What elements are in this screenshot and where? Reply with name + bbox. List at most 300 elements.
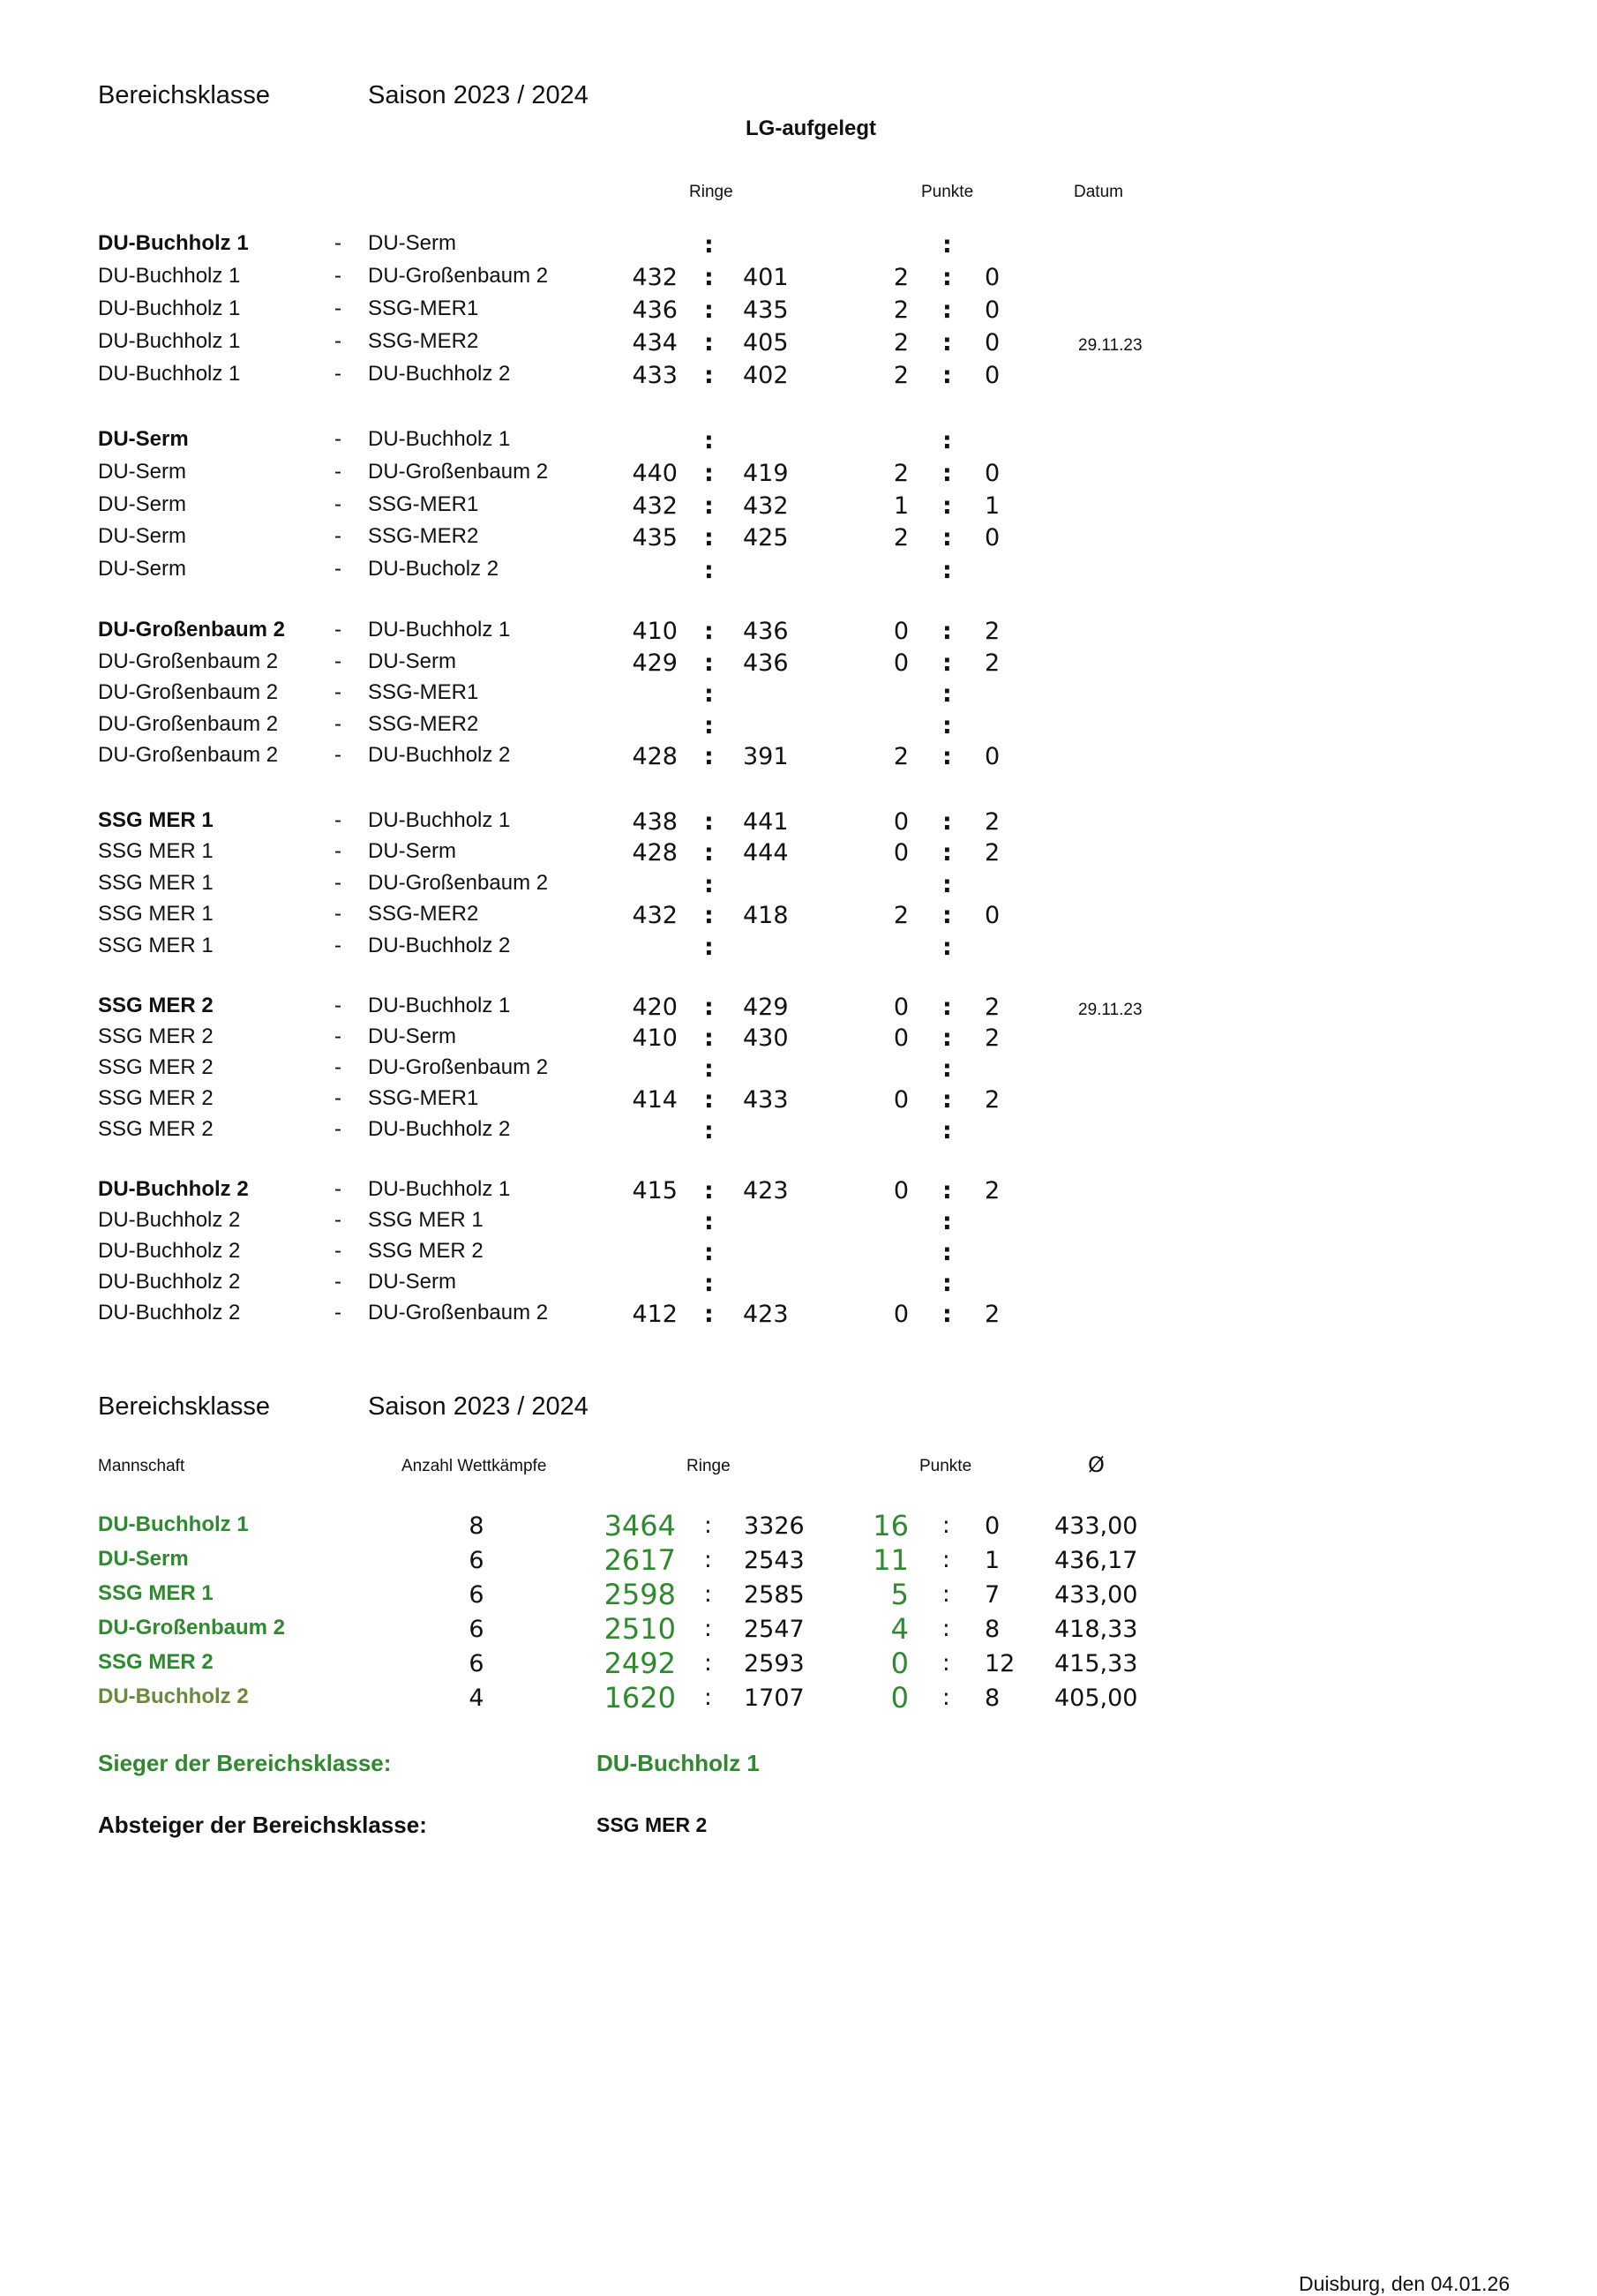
match-r1: 434 xyxy=(632,329,678,356)
match-team: DU-Serm xyxy=(98,524,186,549)
match-row xyxy=(0,1086,1597,1118)
match-c2: : xyxy=(942,933,952,961)
standings-c2: : xyxy=(942,1616,950,1642)
match-team: DU-Buchholz 1 xyxy=(98,329,241,353)
match-opponent: DU-Serm xyxy=(368,231,456,255)
match-c1: : xyxy=(704,491,714,520)
standings-c1: : xyxy=(704,1616,712,1642)
match-r1: 433 xyxy=(632,362,678,389)
match-row xyxy=(0,1239,1597,1271)
standings-c1: : xyxy=(704,1581,712,1608)
match-p2: 2 xyxy=(985,1177,1001,1204)
match-opponent: DU-Großenbaum 2 xyxy=(368,1055,549,1079)
match-c2: : xyxy=(942,680,952,709)
standings-header-count: Anzahl Wettkämpfe xyxy=(401,1457,547,1475)
match-team: DU-Buchholz 2 xyxy=(98,1177,249,1201)
match-c1: : xyxy=(704,329,714,356)
match-c2: : xyxy=(942,994,952,1021)
match-c2: : xyxy=(942,1301,952,1328)
match-row xyxy=(0,231,1597,263)
match-row xyxy=(0,329,1597,361)
match-r2: 444 xyxy=(743,839,789,867)
match-opponent: SSG-MER2 xyxy=(368,329,479,353)
standings-header-team: Mannschaft xyxy=(98,1457,185,1475)
match-dash: - xyxy=(334,839,341,864)
standings-c1: : xyxy=(704,1512,712,1539)
standings-r2: 3326 xyxy=(744,1512,805,1540)
standings-count: 6 xyxy=(469,1650,484,1677)
match-date: 29.11.23 xyxy=(1078,336,1143,355)
match-r1: 412 xyxy=(632,1301,678,1328)
match-c1: : xyxy=(704,1177,714,1204)
match-p1: 2 xyxy=(893,362,909,389)
match-team: SSG MER 2 xyxy=(98,1086,214,1110)
match-p1: 2 xyxy=(893,902,909,930)
match-r2: 430 xyxy=(743,1024,789,1052)
match-r2: 425 xyxy=(743,524,789,552)
match-opponent: DU-Großenbaum 2 xyxy=(368,1301,549,1324)
match-p1: 0 xyxy=(893,1301,909,1328)
match-p1: 0 xyxy=(893,839,909,867)
match-c1: : xyxy=(704,1024,714,1052)
standings-row xyxy=(0,1647,1597,1682)
match-dash: - xyxy=(334,296,341,320)
standings-c2: : xyxy=(942,1684,950,1711)
match-row xyxy=(0,524,1597,556)
match-r1: 428 xyxy=(632,743,678,771)
standings-r1: 2492 xyxy=(604,1647,676,1680)
match-opponent: SSG MER 1 xyxy=(368,1208,484,1232)
match-r2: 419 xyxy=(743,459,789,487)
match-row xyxy=(0,557,1597,589)
match-row xyxy=(0,460,1597,491)
standings-p2: 8 xyxy=(985,1684,1001,1712)
match-team: SSG MER 2 xyxy=(98,1117,214,1141)
match-p2: 2 xyxy=(985,1301,1001,1328)
match-team: SSG MER 2 xyxy=(98,1055,214,1079)
match-team: SSG MER 1 xyxy=(98,870,214,895)
standings-p1: 11 xyxy=(873,1543,909,1577)
match-c1: : xyxy=(704,459,714,487)
match-team: DU-Serm xyxy=(98,427,189,451)
match-date: 29.11.23 xyxy=(1078,1001,1143,1019)
standings-c1: : xyxy=(704,1684,712,1711)
match-dash: - xyxy=(334,524,341,549)
match-c2: : xyxy=(942,649,952,677)
match-r2: 436 xyxy=(743,649,789,677)
match-c1: : xyxy=(704,808,714,836)
standings-row xyxy=(0,1509,1597,1544)
standings-season-title: Saison 2023 / 2024 xyxy=(368,1392,589,1421)
match-opponent: DU-Serm xyxy=(368,649,456,673)
standings-p2: 7 xyxy=(985,1581,1001,1609)
standings-header-avg: Ø xyxy=(1088,1452,1105,1477)
match-dash: - xyxy=(334,1117,341,1141)
match-p2: 0 xyxy=(985,362,1001,389)
season-title: Saison 2023 / 2024 xyxy=(368,81,589,109)
match-r2: 423 xyxy=(743,1301,789,1328)
match-team: DU-Buchholz 1 xyxy=(98,264,241,288)
standings-header-punkte: Punkte xyxy=(919,1457,972,1475)
standings-r2: 2543 xyxy=(744,1547,805,1574)
match-c1: : xyxy=(704,362,714,389)
match-opponent: DU-Buchholz 1 xyxy=(368,994,511,1017)
match-row xyxy=(0,712,1597,744)
match-opponent: DU-Buchholz 2 xyxy=(368,933,511,957)
match-team: DU-Buchholz 1 xyxy=(98,231,249,255)
match-r2: 433 xyxy=(743,1086,789,1114)
match-row xyxy=(0,1208,1597,1240)
match-c2: : xyxy=(942,711,952,739)
match-c2: : xyxy=(942,1024,952,1052)
match-team: DU-Großenbaum 2 xyxy=(98,680,279,705)
match-opponent: DU-Serm xyxy=(368,1270,456,1294)
standings-c1: : xyxy=(704,1547,712,1573)
match-team: SSG MER 2 xyxy=(98,1024,214,1048)
match-dash: - xyxy=(334,1270,341,1294)
match-team: DU-Großenbaum 2 xyxy=(98,618,286,642)
match-c2: : xyxy=(942,491,952,520)
match-c1: : xyxy=(704,870,714,898)
match-dash: - xyxy=(334,994,341,1017)
match-dash: - xyxy=(334,618,341,642)
standings-c2: : xyxy=(942,1581,950,1608)
match-r1: 414 xyxy=(632,1086,678,1114)
match-row xyxy=(0,649,1597,681)
match-r2: 423 xyxy=(743,1177,789,1204)
match-c1: : xyxy=(704,743,714,771)
match-p2: 0 xyxy=(985,524,1001,552)
match-r1: 410 xyxy=(632,618,678,645)
match-dash: - xyxy=(334,649,341,673)
match-opponent: SSG-MER2 xyxy=(368,902,479,927)
match-opponent: SSG-MER1 xyxy=(368,1086,479,1110)
match-p1: 0 xyxy=(893,618,909,645)
match-row xyxy=(0,1270,1597,1302)
match-opponent: DU-Bucholz 2 xyxy=(368,557,499,582)
match-c1: : xyxy=(704,1055,714,1083)
match-row xyxy=(0,839,1597,871)
standings-c2: : xyxy=(942,1650,950,1677)
standings-p1: 0 xyxy=(890,1647,909,1680)
match-p1: 0 xyxy=(893,808,909,836)
match-dash: - xyxy=(334,1177,341,1201)
match-row xyxy=(0,618,1597,649)
match-dash: - xyxy=(334,1086,341,1110)
match-r1: 420 xyxy=(632,994,678,1021)
match-row xyxy=(0,934,1597,965)
column-header-ringe: Ringe xyxy=(689,183,733,201)
match-r2: 429 xyxy=(743,994,789,1021)
match-r1: 436 xyxy=(632,296,678,324)
footer-place-date: Duisburg, den 04.01.26 xyxy=(1299,2272,1511,2295)
match-row xyxy=(0,1055,1597,1087)
match-dash: - xyxy=(334,711,341,736)
winner-value: DU-Buchholz 1 xyxy=(596,1750,760,1776)
match-r2: 435 xyxy=(743,296,789,324)
match-team: SSG MER 2 xyxy=(98,994,214,1017)
match-dash: - xyxy=(334,1024,341,1048)
match-team: DU-Buchholz 2 xyxy=(98,1301,241,1324)
match-r1: 440 xyxy=(632,459,678,487)
match-team: DU-Serm xyxy=(98,491,186,516)
match-c2: : xyxy=(942,1270,952,1297)
match-c1: : xyxy=(704,902,714,930)
match-row xyxy=(0,264,1597,296)
match-c2: : xyxy=(942,808,952,836)
match-row xyxy=(0,1024,1597,1056)
standings-avg: 436,17 xyxy=(1054,1547,1138,1574)
match-row xyxy=(0,680,1597,712)
match-c1: : xyxy=(704,839,714,867)
standings-avg: 405,00 xyxy=(1054,1684,1138,1712)
match-p2: 0 xyxy=(985,296,1001,324)
match-dash: - xyxy=(334,870,341,895)
standings-avg: 433,00 xyxy=(1054,1581,1138,1609)
match-c1: : xyxy=(704,1086,714,1114)
match-opponent: DU-Großenbaum 2 xyxy=(368,870,549,895)
standings-league-title: Bereichsklasse xyxy=(98,1392,271,1421)
match-p1: 2 xyxy=(893,296,909,324)
match-p1: 2 xyxy=(893,524,909,552)
standings-header-ringe: Ringe xyxy=(686,1457,731,1475)
standings-count: 6 xyxy=(469,1616,484,1643)
match-row xyxy=(0,1301,1597,1332)
standings-team: SSG MER 1 xyxy=(98,1581,214,1605)
match-c2: : xyxy=(942,1208,952,1235)
match-r1: 432 xyxy=(632,491,678,520)
standings-avg: 415,33 xyxy=(1054,1650,1138,1677)
match-c1: : xyxy=(704,557,714,585)
match-p2: 1 xyxy=(985,491,1001,520)
match-p2: 2 xyxy=(985,839,1001,867)
relegated-label: Absteiger der Bereichsklasse: xyxy=(98,1812,427,1838)
match-c2: : xyxy=(942,618,952,645)
match-c2: : xyxy=(942,1117,952,1144)
discipline-title: LG-aufgelegt xyxy=(746,116,876,140)
match-c2: : xyxy=(942,1177,952,1204)
match-opponent: DU-Buchholz 2 xyxy=(368,743,511,768)
match-dash: - xyxy=(334,808,341,832)
match-row xyxy=(0,296,1597,328)
standings-c1: : xyxy=(704,1650,712,1677)
match-team: DU-Serm xyxy=(98,557,186,582)
match-row xyxy=(0,743,1597,775)
match-row xyxy=(0,902,1597,934)
match-c2: : xyxy=(942,839,952,867)
match-p2: 0 xyxy=(985,902,1001,930)
match-dash: - xyxy=(334,329,341,353)
match-c1: : xyxy=(704,427,714,454)
match-dash: - xyxy=(334,1208,341,1232)
match-c1: : xyxy=(704,1239,714,1266)
match-team: DU-Buchholz 1 xyxy=(98,362,241,386)
match-r1: 410 xyxy=(632,1024,678,1052)
match-team: SSG MER 1 xyxy=(98,933,214,957)
match-p2: 0 xyxy=(985,264,1001,291)
match-opponent: SSG-MER1 xyxy=(368,491,479,516)
match-r1: 428 xyxy=(632,839,678,867)
match-row xyxy=(0,808,1597,840)
standings-p1: 4 xyxy=(890,1612,909,1646)
match-c2: : xyxy=(942,902,952,930)
match-team: DU-Großenbaum 2 xyxy=(98,649,279,673)
match-c2: : xyxy=(942,743,952,771)
standings-c2: : xyxy=(942,1512,950,1539)
match-row xyxy=(0,994,1597,1025)
standings-r2: 1707 xyxy=(744,1684,805,1712)
standings-row xyxy=(0,1681,1597,1716)
match-p1: 2 xyxy=(893,329,909,356)
column-header-datum: Datum xyxy=(1074,183,1123,201)
match-team: DU-Buchholz 1 xyxy=(98,296,241,320)
standings-team: DU-Serm xyxy=(98,1547,189,1571)
match-c1: : xyxy=(704,524,714,552)
match-opponent: DU-Serm xyxy=(368,839,456,864)
standings-row xyxy=(0,1578,1597,1613)
match-p2: 0 xyxy=(985,329,1001,356)
standings-r1: 1620 xyxy=(604,1681,676,1714)
match-c1: : xyxy=(704,1270,714,1297)
match-c1: : xyxy=(704,649,714,677)
standings-r2: 2547 xyxy=(744,1616,805,1643)
match-r1: 438 xyxy=(632,808,678,836)
match-row xyxy=(0,1117,1597,1149)
standings-r1: 2598 xyxy=(604,1578,676,1611)
match-r1: 415 xyxy=(632,1177,678,1204)
match-opponent: SSG-MER2 xyxy=(368,524,479,549)
match-p1: 0 xyxy=(893,1024,909,1052)
match-opponent: SSG-MER1 xyxy=(368,680,479,705)
match-dash: - xyxy=(334,362,341,386)
match-c2: : xyxy=(942,870,952,898)
match-p2: 2 xyxy=(985,1086,1001,1114)
standings-r2: 2585 xyxy=(744,1581,805,1609)
match-team: DU-Großenbaum 2 xyxy=(98,711,279,736)
match-c2: : xyxy=(942,1239,952,1266)
match-p1: 0 xyxy=(893,1086,909,1114)
standings-p2: 12 xyxy=(985,1650,1016,1677)
match-p2: 0 xyxy=(985,459,1001,487)
standings-row xyxy=(0,1543,1597,1579)
match-p2: 2 xyxy=(985,649,1001,677)
match-c1: : xyxy=(704,1117,714,1144)
standings-row xyxy=(0,1612,1597,1647)
match-dash: - xyxy=(334,933,341,957)
match-r1: 435 xyxy=(632,524,678,552)
match-c1: : xyxy=(704,933,714,961)
match-p2: 2 xyxy=(985,808,1001,836)
match-opponent: SSG-MER2 xyxy=(368,711,479,736)
match-dash: - xyxy=(334,680,341,705)
match-p1: 2 xyxy=(893,743,909,771)
match-team: DU-Buchholz 2 xyxy=(98,1239,241,1263)
match-c2: : xyxy=(942,427,952,454)
match-p2: 2 xyxy=(985,1024,1001,1052)
match-c1: : xyxy=(704,1301,714,1328)
match-c1: : xyxy=(704,1208,714,1235)
match-p1: 2 xyxy=(893,459,909,487)
match-dash: - xyxy=(334,427,341,451)
match-team: DU-Buchholz 2 xyxy=(98,1208,241,1232)
match-opponent: DU-Buchholz 2 xyxy=(368,1117,511,1141)
match-opponent: SSG MER 2 xyxy=(368,1239,484,1263)
match-c1: : xyxy=(704,711,714,739)
match-r2: 401 xyxy=(743,264,789,291)
match-p1: 2 xyxy=(893,264,909,291)
match-r2: 436 xyxy=(743,618,789,645)
match-p1: 0 xyxy=(893,994,909,1021)
standings-r1: 2510 xyxy=(604,1612,676,1646)
match-dash: - xyxy=(334,557,341,582)
match-p2: 2 xyxy=(985,618,1001,645)
match-c1: : xyxy=(704,618,714,645)
standings-p1: 5 xyxy=(890,1578,909,1611)
match-dash: - xyxy=(334,1301,341,1324)
match-team: DU-Buchholz 2 xyxy=(98,1270,241,1294)
match-opponent: DU-Großenbaum 2 xyxy=(368,459,549,484)
standings-p1: 0 xyxy=(890,1681,909,1714)
league-title: Bereichsklasse xyxy=(98,81,271,109)
standings-team: DU-Buchholz 2 xyxy=(98,1684,249,1708)
match-row xyxy=(0,871,1597,903)
standings-r1: 3464 xyxy=(604,1509,676,1542)
match-team: DU-Serm xyxy=(98,459,186,484)
match-c1: : xyxy=(704,296,714,324)
match-dash: - xyxy=(334,1239,341,1263)
match-r2: 405 xyxy=(743,329,789,356)
match-c2: : xyxy=(942,557,952,585)
column-header-punkte: Punkte xyxy=(921,183,974,201)
match-c1: : xyxy=(704,264,714,291)
match-c1: : xyxy=(704,680,714,709)
match-c2: : xyxy=(942,296,952,324)
match-r1: 429 xyxy=(632,649,678,677)
match-dash: - xyxy=(334,264,341,288)
match-dash: - xyxy=(334,459,341,484)
match-row xyxy=(0,492,1597,524)
relegated-value: SSG MER 2 xyxy=(596,1813,708,1836)
match-c2: : xyxy=(942,329,952,356)
match-opponent: DU-Buchholz 1 xyxy=(368,1177,511,1201)
match-p1: 0 xyxy=(893,649,909,677)
match-r1: 432 xyxy=(632,902,678,930)
standings-avg: 418,33 xyxy=(1054,1616,1138,1643)
standings-p2: 0 xyxy=(985,1512,1001,1540)
match-opponent: DU-Serm xyxy=(368,1024,456,1048)
match-row xyxy=(0,362,1597,394)
match-p2: 2 xyxy=(985,994,1001,1021)
match-c1: : xyxy=(704,994,714,1021)
match-opponent: DU-Buchholz 1 xyxy=(368,618,511,642)
standings-count: 4 xyxy=(469,1684,484,1712)
match-r1: 432 xyxy=(632,264,678,291)
match-p1: 1 xyxy=(893,491,909,520)
match-team: DU-Großenbaum 2 xyxy=(98,743,279,768)
standings-p1: 16 xyxy=(873,1509,909,1542)
match-c2: : xyxy=(942,1086,952,1114)
match-c2: : xyxy=(942,459,952,487)
standings-count: 8 xyxy=(469,1512,484,1540)
winner-label: Sieger der Bereichsklasse: xyxy=(98,1750,392,1776)
match-dash: - xyxy=(334,743,341,768)
match-r2: 391 xyxy=(743,743,789,771)
standings-r1: 2617 xyxy=(604,1543,676,1577)
match-c2: : xyxy=(942,264,952,291)
match-team: SSG MER 1 xyxy=(98,902,214,927)
match-opponent: DU-Buchholz 2 xyxy=(368,362,511,386)
match-opponent: SSG-MER1 xyxy=(368,296,479,320)
